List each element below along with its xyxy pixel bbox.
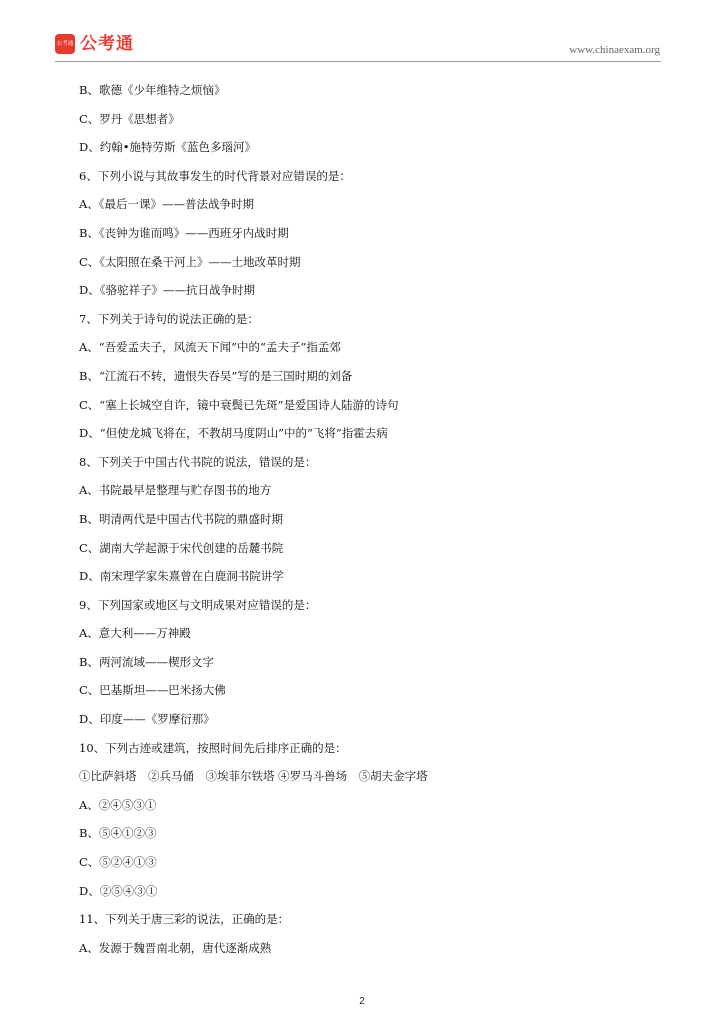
- question-text: 10、下列古迹或建筑，按照时间先后排序正确的是：: [79, 740, 347, 755]
- option-text: A、《最后一课》——普法战争时期: [79, 197, 255, 212]
- logo-text: 公考通: [80, 34, 134, 54]
- option-text: A、发源于魏晋南北朝，唐代逐渐成熟: [79, 940, 272, 955]
- option-text: D、《骆驼祥子》——抗日战争时期: [79, 283, 255, 298]
- option-text: D、“但使龙城飞将在，不教胡马度阴山”中的“飞将”指霍去病: [79, 426, 388, 441]
- question-text: 6、下列小说与其故事发生的时代背景对应错误的是：: [79, 168, 351, 183]
- question-text: 7、下列关于诗句的说法正确的是：: [79, 311, 259, 326]
- page-number: 2: [359, 996, 365, 1007]
- option-text: C、《太阳照在桑干河上》——土地改革时期: [79, 254, 301, 269]
- option-text: D、约翰•施特劳斯《蓝色多瑙河》: [79, 140, 257, 155]
- option-text: C、巴基斯坦——巴米扬大佛: [79, 683, 226, 698]
- option-text: A、“吾爱孟夫子，风流天下闻”中的“孟夫子”指孟郊: [79, 340, 341, 355]
- site-logo[interactable]: [55, 33, 134, 55]
- header-divider: [55, 61, 661, 62]
- sequence-items: ①比萨斜塔 ②兵马俑 ③埃菲尔铁塔 ④罗马斗兽场 ⑤胡夫金字塔: [79, 769, 428, 784]
- option-text: A、意大利——万神殿: [79, 626, 191, 641]
- site-url[interactable]: www.chinaexam.org: [569, 44, 660, 56]
- question-text: 11、下列关于唐三彩的说法，正确的是：: [79, 912, 290, 927]
- logo-icon: 公考通: [55, 34, 75, 54]
- option-text: B、明清两代是中国古代书院的鼎盛时期: [79, 511, 283, 526]
- option-text: B、歌德《少年维特之烦恼》: [79, 83, 226, 97]
- option-text: A、②④⑤③①: [79, 797, 157, 812]
- option-text: C、罗丹《思想者》: [79, 111, 180, 126]
- question-content: [79, 76, 679, 962]
- question-text: 8、下列关于中国古代书院的说法，错误的是：: [79, 454, 317, 469]
- page-header: [0, 0, 724, 62]
- option-text: C、⑤②④①③: [79, 855, 157, 870]
- option-text: C、湖南大学起源于宋代创建的岳麓书院: [79, 540, 284, 555]
- option-text: D、印度——《罗摩衍那》: [79, 712, 215, 727]
- option-text: D、南宋理学家朱熹曾在白鹿洞书院讲学: [79, 569, 284, 584]
- option-text: B、《丧钟为谁而鸣》——西班牙内战时期: [79, 225, 289, 240]
- option-text: B、两河流域——楔形文字: [79, 654, 214, 669]
- question-text: 9、下列国家或地区与文明成果对应错误的是：: [79, 597, 317, 612]
- option-text: A、书院最早是整理与贮存图书的地方: [79, 483, 272, 498]
- option-text: C、“塞上长城空自许，镜中衰鬓已先斑”是爱国诗人陆游的诗句: [79, 397, 399, 412]
- option-text: B、⑤④①②③: [79, 826, 157, 841]
- option-text: B、“江流石不转，遗恨失吞吴”写的是三国时期的刘备: [79, 368, 353, 383]
- option-text: D、②⑤④③①: [79, 883, 158, 898]
